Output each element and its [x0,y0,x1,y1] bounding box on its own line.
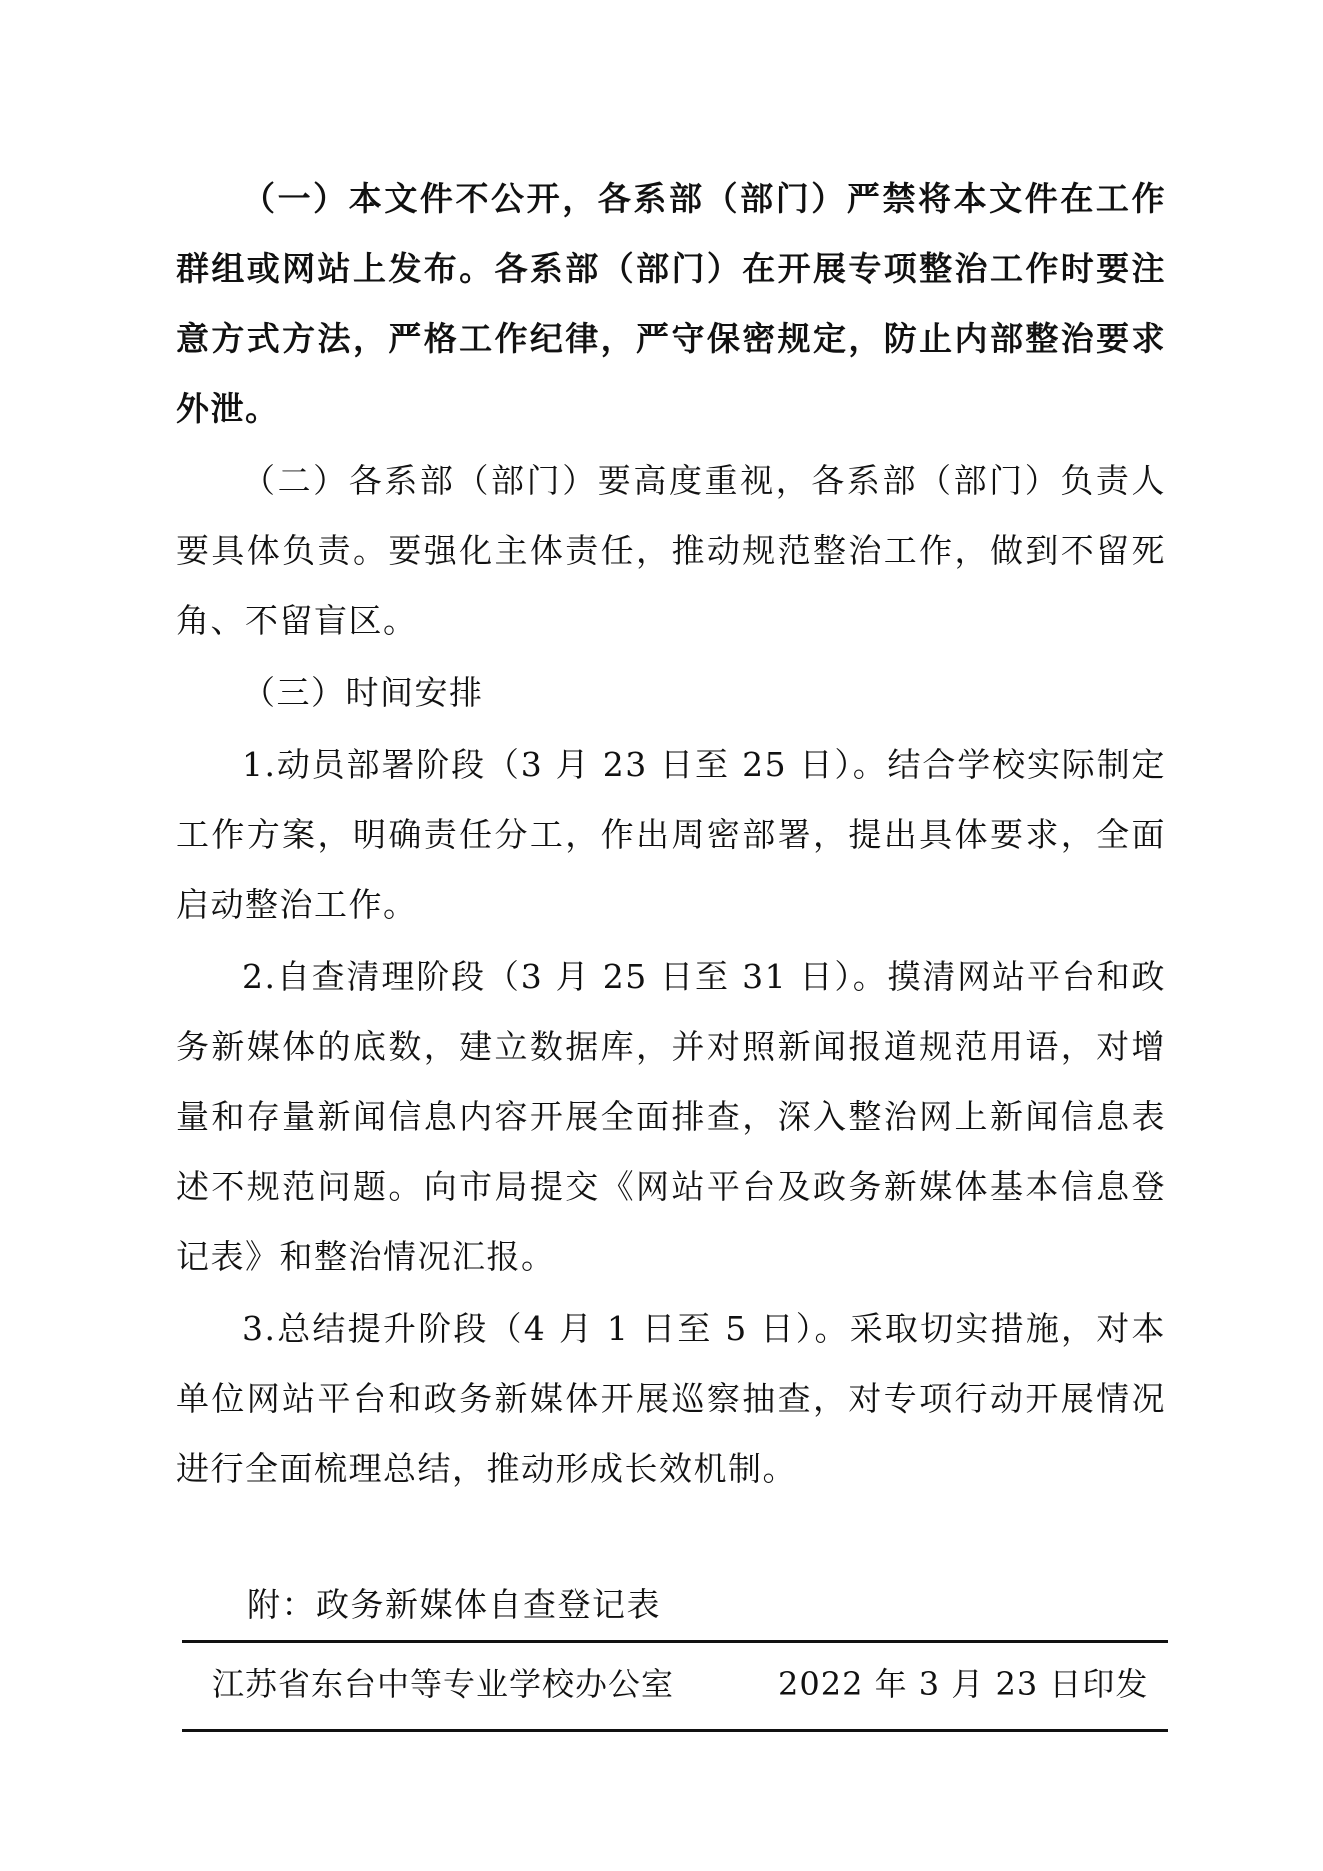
appendix-note: 附：政务新媒体自查登记表 [247,1585,661,1624]
paragraph-confidentiality: （一）本文件不公开，各系部（部门）严禁将本文件在工作群组或网站上发布。各系部（部门）在开展专项整治工作时要注意方式方法，严格工作纪律，严守保密规定，防止内部整治要求外泄。 [176,179,1166,428]
paragraph-phase-3: 3.总结提升阶段（4 月 1 日至 5 日）。采取切实措施，对本单位网站平台和政务新媒体开展巡察抽查，对专项行动开展情况进行全面梳理总结，推动形成长效机制。 [176,1309,1166,1488]
footer-issue-date: 2022 年 3 月 23 日印发 [778,1665,1149,1703]
paragraph-responsibility: （二）各系部（部门）要高度重视，各系部（部门）负责人要具体负责。要强化主体责任，推动规范整治工作，做到不留死角、不留盲区。 [176,461,1166,640]
footer-issuer: 江苏省东台中等专业学校办公室 [212,1665,675,1703]
footer-bottom-rule [182,1729,1168,1732]
footer-top-rule [182,1640,1168,1643]
document-body [176,164,1166,1642]
paragraph-phase-2: 2.自查清理阶段（3 月 25 日至 31 日）。摸清网站平台和政务新媒体的底数，建立数据库，并对照新闻报道规范用语，对增量和存量新闻信息内容开展全面排查，深入整治网上新闻信息表述不规范问题。向市局提交《网站平台及政务新媒体基本信息登记表》和整治情况汇报。 [176,957,1166,1276]
paragraph-schedule-heading: （三）时间安排 [242,673,484,712]
paragraph-phase-1: 1.动员部署阶段（3 月 23 日至 25 日）。结合学校实际制定工作方案，明确责任分工，作出周密部署，提出具体要求，全面启动整治工作。 [176,745,1166,924]
